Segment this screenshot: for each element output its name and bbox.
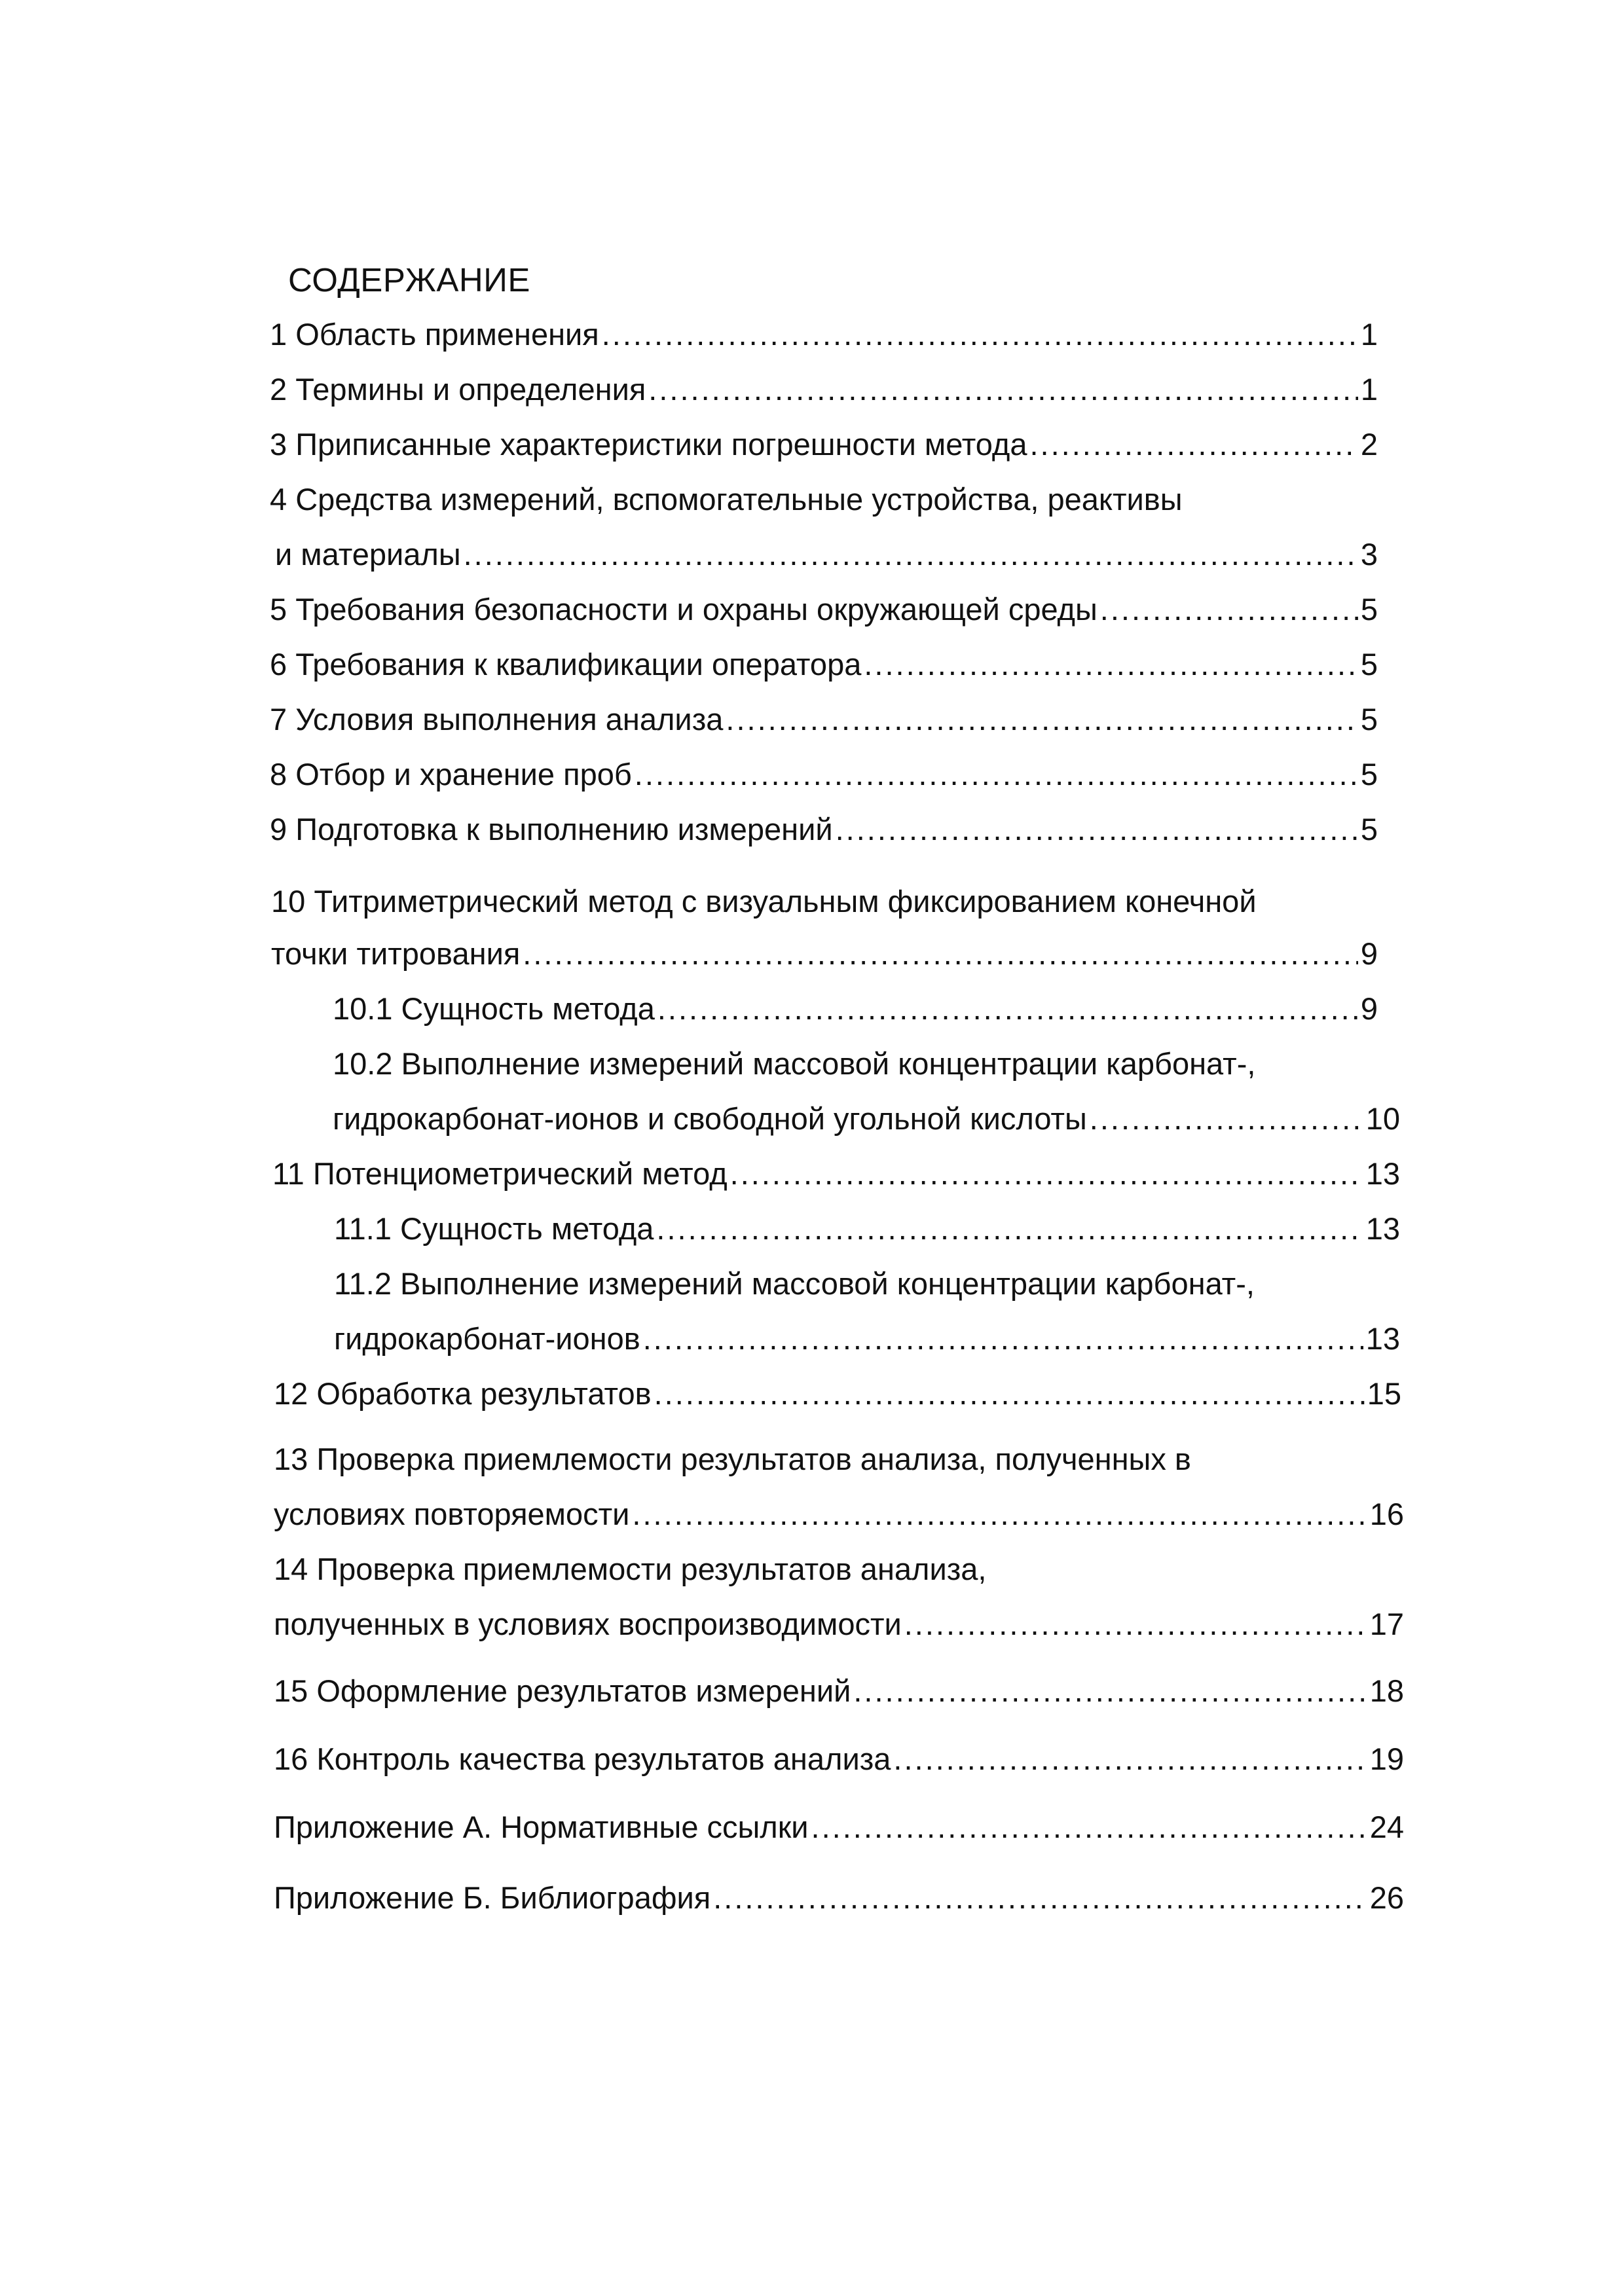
toc-entry-text: 4 Средства измерений, вспомогательные устройства, реактивы	[270, 482, 1183, 517]
toc-entry-text: и материалы	[275, 537, 461, 572]
toc-page-number: 17	[1369, 1607, 1404, 1641]
toc-entry	[272, 1154, 1400, 1194]
toc-entry-text: 7 Условия выполнения анализа	[270, 702, 724, 737]
leader-dots	[726, 699, 1357, 740]
toc-entry-text: условиях повторяемости	[274, 1497, 630, 1531]
toc-entry-text: 10 Титриметрический метод с визуальным фиксированием конечной	[271, 884, 1257, 919]
toc-page-number: 19	[1369, 1741, 1404, 1776]
leader-dots	[730, 1154, 1363, 1194]
leader-dots	[864, 644, 1358, 685]
leader-dots	[836, 809, 1358, 850]
leader-dots	[1100, 589, 1358, 630]
toc-page-number: 16	[1369, 1497, 1404, 1531]
toc-entry-text: Приложение Б. Библиография	[274, 1880, 711, 1915]
toc-entry-text: 12 Обработка результатов	[274, 1376, 652, 1411]
toc-entry	[274, 1604, 1404, 1645]
leader-dots	[893, 1739, 1367, 1779]
leader-dots	[656, 1209, 1363, 1249]
toc-entry-text: гидрокарбонат-ионов и свободной угольной кислоты	[333, 1101, 1087, 1136]
leader-dots	[632, 1494, 1367, 1535]
toc-entry-text: 11.1 Сущность метода	[334, 1211, 654, 1246]
toc-page-number: 13	[1365, 1321, 1400, 1356]
toc-page-number: 1	[1360, 317, 1378, 352]
toc-page-number: 3	[1360, 537, 1378, 572]
toc-page-number: 13	[1365, 1156, 1400, 1191]
toc-entry	[274, 1671, 1404, 1711]
toc-page-number: 24	[1369, 1810, 1404, 1844]
leader-dots	[643, 1319, 1363, 1359]
leader-dots	[464, 534, 1358, 575]
toc-title: СОДЕРЖАНИЕ	[288, 261, 530, 299]
toc-subentry-continued	[334, 1264, 1400, 1304]
leader-dots	[648, 369, 1358, 410]
toc-entry	[274, 1374, 1401, 1414]
leader-dots	[635, 754, 1358, 795]
toc-entry	[270, 369, 1378, 410]
toc-entry-text: 10.1 Сущность метода	[333, 991, 655, 1026]
toc-appendix	[274, 1807, 1404, 1848]
leader-dots	[1029, 424, 1357, 465]
leader-dots	[853, 1671, 1367, 1711]
toc-entry-continued	[274, 1439, 1401, 1480]
toc-entry-text: 5 Требования безопасности и охраны окружающей среды	[270, 592, 1098, 627]
toc-entry-text: 2 Термины и определения	[270, 372, 646, 407]
toc-page-number: 15	[1367, 1376, 1401, 1411]
toc-entry-text: 8 Отбор и хранение проб	[270, 757, 632, 792]
toc-page-number: 5	[1360, 592, 1378, 627]
leader-dots	[713, 1878, 1367, 1918]
toc-appendix	[274, 1878, 1404, 1918]
toc-entry-text: 6 Требования к квалификации оператора	[270, 647, 862, 682]
toc-page-number: 10	[1365, 1101, 1400, 1136]
toc-entry-text: 1 Область применения	[270, 317, 599, 352]
toc-page-number: 18	[1369, 1673, 1404, 1708]
toc-entry-text: 16 Контроль качества результатов анализа	[274, 1741, 891, 1776]
toc-entry-text: гидрокарбонат-ионов	[334, 1321, 640, 1356]
leader-dots	[523, 934, 1358, 974]
toc-entry	[270, 809, 1378, 850]
toc-subentry	[333, 989, 1378, 1029]
toc-entry	[270, 699, 1378, 740]
toc-entry	[270, 424, 1378, 465]
toc-entry-continued	[270, 479, 1378, 520]
toc-entry-text: 3 Приписанные характеристики погрешности метода	[270, 427, 1027, 462]
toc-entry	[275, 534, 1378, 575]
toc-entry-continued	[271, 881, 1379, 922]
toc-entry-text: точки титрования	[271, 936, 521, 971]
toc-entry	[274, 1739, 1404, 1779]
toc-entry-text: 9 Подготовка к выполнению измерений	[270, 812, 833, 847]
toc-page-number: 5	[1360, 812, 1378, 847]
toc-entry-text: 14 Проверка приемлемости результатов анализа,	[274, 1552, 987, 1586]
toc-page-number: 5	[1360, 647, 1378, 682]
toc-entry	[271, 934, 1378, 974]
toc-page-number: 13	[1365, 1211, 1400, 1246]
toc-page-number: 1	[1360, 372, 1378, 407]
leader-dots	[657, 989, 1358, 1029]
toc-entry	[270, 754, 1378, 795]
toc-entry	[270, 314, 1378, 355]
toc-entry-text: 11 Потенциометрический метод	[272, 1156, 728, 1191]
leader-dots	[602, 314, 1358, 355]
toc-entry-text: полученных в условиях воспроизводимости	[274, 1607, 902, 1641]
leader-dots	[904, 1604, 1367, 1645]
toc-entry-text: 10.2 Выполнение измерений массовой концентрации карбонат-,	[333, 1046, 1256, 1081]
toc-entry-text: Приложение А. Нормативные ссылки	[274, 1810, 809, 1844]
toc-subentry	[334, 1209, 1400, 1249]
toc-entry-text: 13 Проверка приемлемости результатов анализа, полученных в	[274, 1442, 1191, 1476]
toc-page-number: 5	[1360, 757, 1378, 792]
toc-entry	[274, 1494, 1404, 1535]
toc-page-number: 26	[1369, 1880, 1404, 1915]
leader-dots	[654, 1374, 1365, 1414]
toc-page-number: 2	[1360, 427, 1378, 462]
toc-entry	[270, 644, 1378, 685]
toc-entry-continued	[274, 1549, 1404, 1590]
toc-entry	[270, 589, 1378, 630]
toc-subentry	[333, 1099, 1400, 1139]
toc-subentry-continued	[333, 1044, 1378, 1084]
toc-entry-text: 11.2 Выполнение измерений массовой концентрации карбонат-,	[334, 1266, 1255, 1301]
toc-page-number: 5	[1360, 702, 1378, 737]
leader-dots	[1090, 1099, 1363, 1139]
toc-page-number: 9	[1360, 991, 1378, 1026]
toc-subentry	[334, 1319, 1400, 1359]
toc-entry-text: 15 Оформление результатов измерений	[274, 1673, 851, 1708]
leader-dots	[811, 1807, 1367, 1848]
toc-page-number: 9	[1360, 936, 1378, 971]
